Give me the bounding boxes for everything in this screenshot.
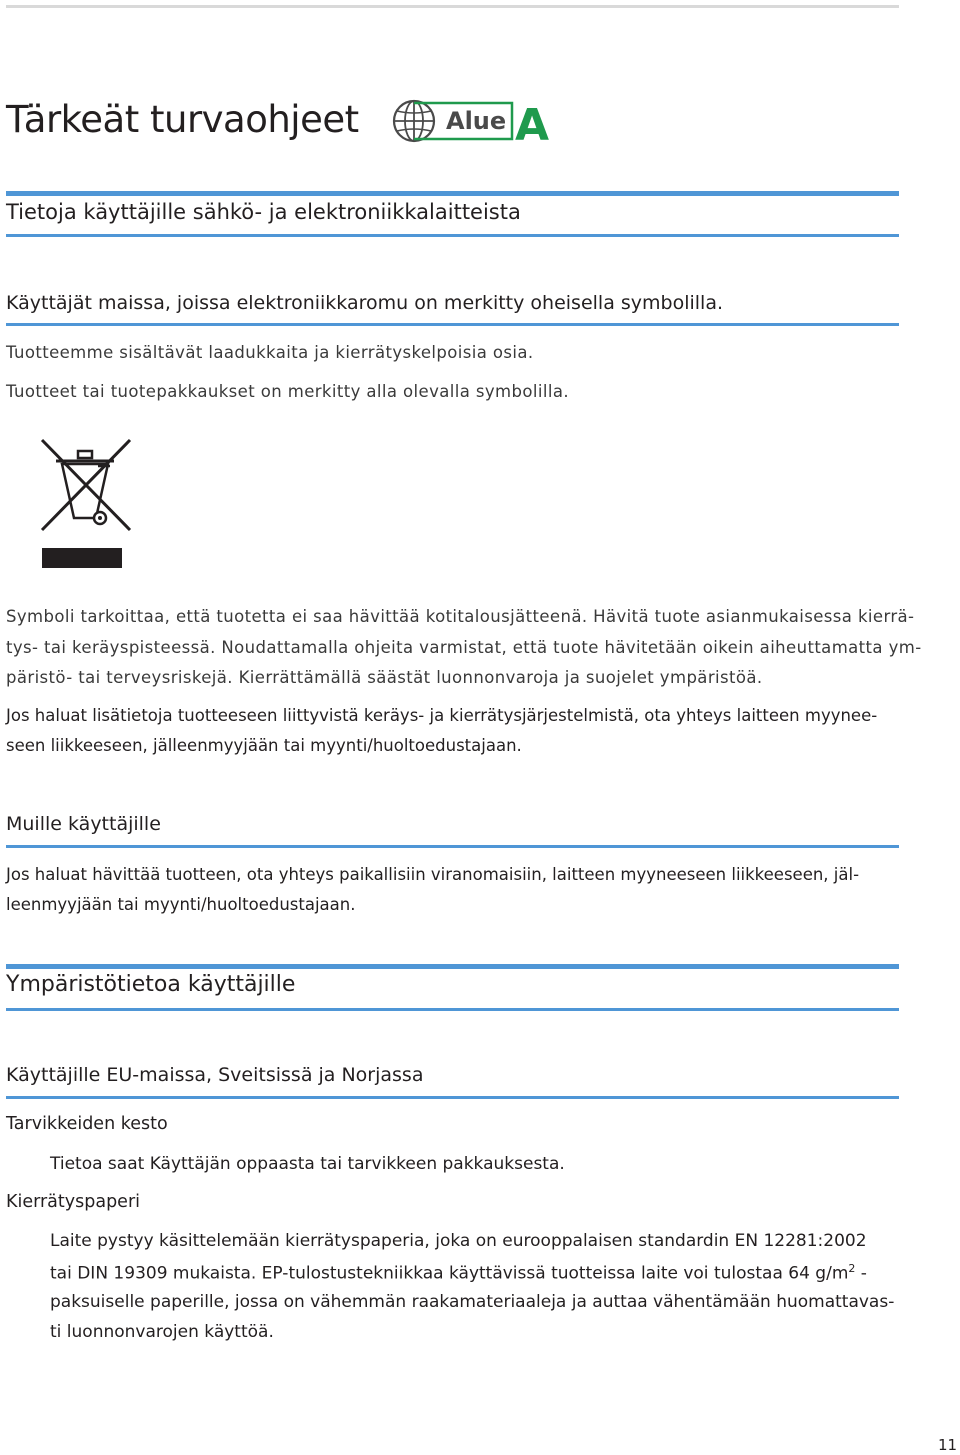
paragraph-line: Tuotteet tai tuotepakkaukset on merkitty alla olevalla symbolilla. (6, 382, 569, 401)
paragraph-text: - (855, 1263, 867, 1284)
paragraph-line: leenmyyjään tai myynti/huoltoedustajaan. (6, 895, 356, 914)
paragraph-line: tys- tai keräyspisteessä. Noudattamalla ohjeita varmistat, että tuote hävitetään oikein aiheuttamatta ym- (6, 638, 922, 657)
subsection-heading: Muille käyttäjille (6, 813, 161, 835)
globe-icon (394, 101, 434, 141)
paragraph-line: seen liikkeeseen, jälleenmyyjään tai myynti/huoltoedustajaan. (6, 736, 522, 755)
subsection-rule (6, 323, 899, 326)
paragraph-line: Symboli tarkoittaa, että tuotetta ei saa hävittää kotitalousjätteenä. Hävitä tuote asianmukaisessa kierrä- (6, 607, 915, 626)
paragraph-line: Tietoa saat Käyttäjän oppaasta tai tarvikkeen pakkauksesta. (50, 1154, 565, 1174)
subsection-rule (6, 1096, 899, 1099)
item-title: Kierrätyspaperi (6, 1192, 141, 1212)
alue-a-badge (390, 98, 558, 144)
section-rule-bottom (6, 1008, 899, 1011)
badge-word: Alue (446, 107, 507, 135)
subsection-heading: Käyttäjät maissa, joissa elektroniikkaromu on merkitty oheisella symbolilla. (6, 292, 724, 314)
section-rule-top (6, 191, 899, 196)
page-number: 11 (938, 1436, 958, 1454)
paragraph-line: Tuotteemme sisältävät laadukkaita ja kierrätyskelpoisia osia. (6, 343, 534, 362)
paragraph-line: ti luonnonvarojen käyttöä. (50, 1322, 274, 1342)
subsection-heading: Käyttäjille EU-maissa, Sveitsissä ja Norjassa (6, 1064, 424, 1086)
paragraph-text: tai DIN 19309 mukaista. EP-tulostustekniikkaa käyttävissä tuotteissa laite voi tulostaa 64 g/m (50, 1263, 849, 1284)
paragraph-line: paksuiselle paperille, jossa on vähemmän raakamateriaaleja ja auttaa vähentämään huomattavas- (50, 1292, 895, 1312)
section-rule-top (6, 964, 899, 969)
item-title: Tarvikkeiden kesto (6, 1114, 168, 1134)
paragraph-line: päristö- tai terveysriskejä. Kierrättämällä säästät luonnonvaroja ja suojelet ympäristöä. (6, 668, 763, 687)
paragraph-line (50, 1262, 867, 1284)
top-divider (6, 5, 899, 8)
subsection-rule (6, 845, 899, 848)
section-heading: Tietoja käyttäjille sähkö- ja elektroniikkalaitteista (6, 200, 521, 224)
section-rule-bottom (6, 234, 899, 237)
paragraph-line: Laite pystyy käsittelemään kierrätyspaperia, joka on eurooppalaisen standardin EN 12281:2002 (50, 1231, 867, 1251)
page-title: Tärkeät turvaohjeet (6, 98, 359, 141)
section-heading: Ympäristötietoa käyttäjille (6, 972, 296, 997)
paragraph-line: Jos haluat lisätietoja tuotteeseen liittyvistä keräys- ja kierrätysjärjestelmistä, ota yhteys laitteen myynee- (6, 706, 878, 725)
superscript: 2 (848, 1262, 856, 1275)
crossed-out-wheelie-bin-icon (40, 436, 132, 570)
paragraph-line: Jos haluat hävittää tuotteen, ota yhteys paikallisiin viranomaisiin, laitteen myyneeseen liikkeeseen, jäl- (6, 865, 860, 884)
badge-letter: A (515, 100, 550, 144)
